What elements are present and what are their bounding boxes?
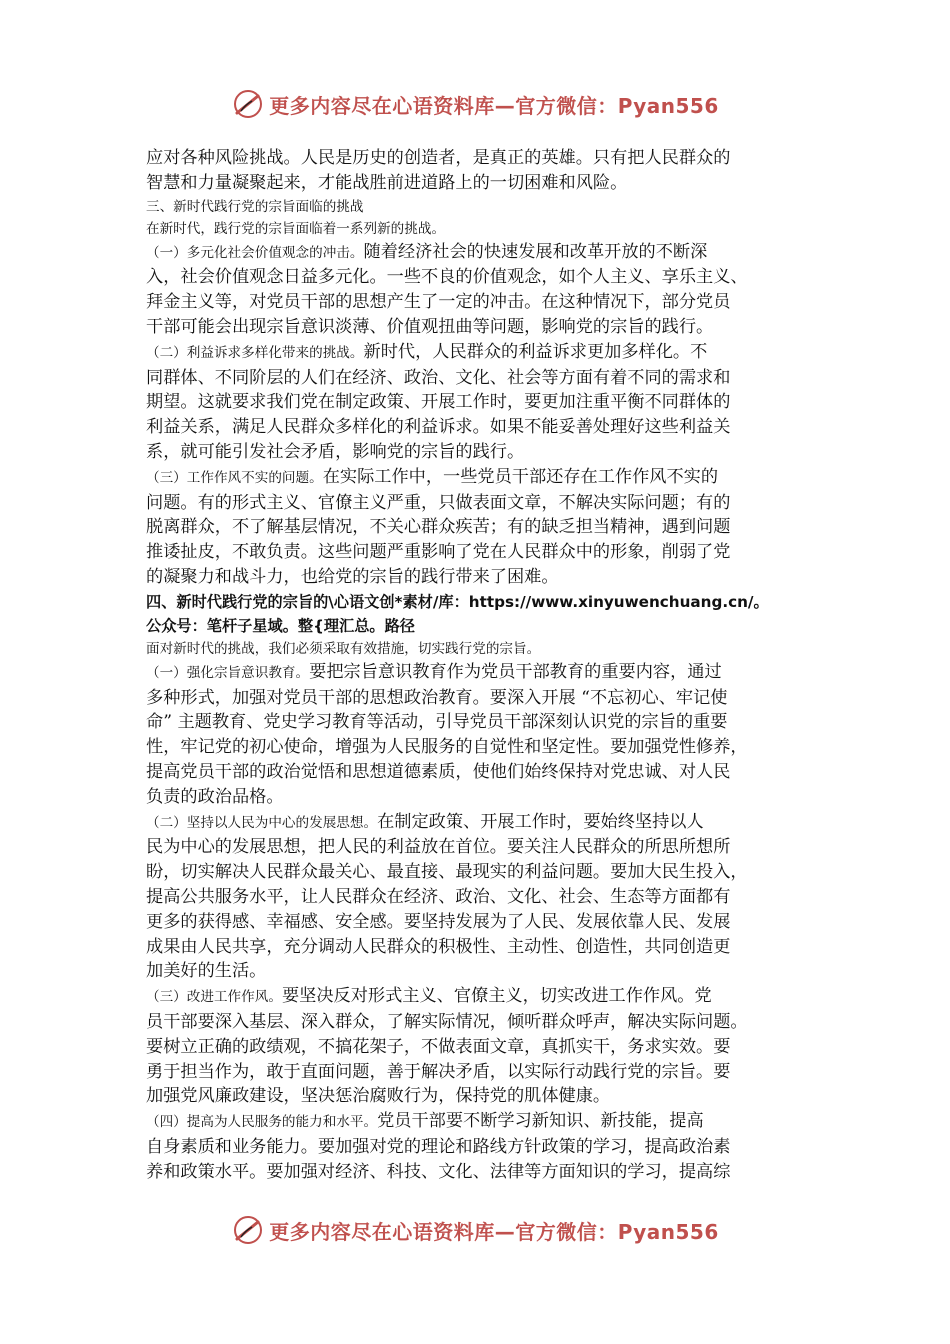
line-text: 加美好的生活。 — [146, 961, 267, 982]
text-line — [146, 146, 810, 171]
text-line — [146, 218, 810, 240]
line-text: 在实际工作中，一些党员干部还存在工作作风不实的 — [322, 466, 719, 487]
line-text: 智慧和力量凝聚起来，才能战胜前进道路上的一切困难和风险。 — [146, 172, 628, 193]
line-text: 推诿扯皮，不敢负责。这些问题严重影响了党在人民群众中的形象，削弱了党 — [146, 542, 731, 563]
text-line — [146, 171, 810, 196]
text-line — [146, 540, 810, 565]
text-line — [146, 710, 810, 735]
text-line — [146, 860, 810, 885]
text-line — [146, 935, 810, 960]
text-line — [146, 1084, 810, 1109]
subsection-heading: （二）坚持以人民为中心的发展思想。 — [146, 814, 378, 831]
document-body — [146, 146, 810, 1184]
text-line — [146, 885, 810, 910]
text-line — [146, 686, 810, 711]
text-line — [146, 265, 810, 290]
subsection-heading: （二）利益诉求多样化带来的挑战。 — [146, 344, 364, 361]
line-text: 四、新时代践行党的宗旨的\心语文创*素材/库：https://www.xinyuwenchuang.cn/。 — [146, 592, 769, 611]
header-banner-text: 更多内容尽在心语资料库—官方微信：Pyan556 — [269, 93, 719, 118]
line-text: 面对新时代的挑战，我们必须采取有效措施，切实践行党的宗旨。 — [146, 640, 541, 657]
line-text: 入，社会价值观念日益多元化。一些不良的价值观念，如个人主义、享乐主义、 — [146, 267, 748, 288]
line-text: 党员干部要不断学习新知识、新技能，提高 — [377, 1111, 704, 1132]
brush-logo-icon — [231, 1213, 265, 1247]
text-line — [146, 760, 810, 785]
text-line — [146, 240, 810, 266]
text-line — [146, 390, 810, 415]
subsection-heading: （四）提高为人民服务的能力和水平。 — [146, 1114, 378, 1131]
line-text: 在制定政策、开展工作时，要始终坚持以人 — [377, 811, 704, 832]
line-text: 提高党员干部的政治觉悟和思想道德素质，使他们始终保持对党忠诚、对人民 — [146, 761, 731, 782]
line-text: 命” 主题教育、党史学习教育等活动，引导党员干部深刻认识党的宗旨的重要 — [146, 712, 728, 733]
subsection-heading: （三）改进工作作风。 — [146, 989, 282, 1006]
line-text: 负责的政治品格。 — [146, 786, 284, 807]
text-line — [146, 810, 810, 836]
subsection-heading: （三）工作作风不实的问题。 — [146, 469, 323, 486]
text-line — [146, 614, 810, 638]
footer-banner — [0, 1210, 950, 1250]
brush-logo-icon — [231, 87, 265, 121]
line-text: 系，就可能引发社会矛盾，影响党的宗旨的践行。 — [146, 441, 525, 462]
line-text: 拜金主义等，对党员干部的思想产生了一定的冲击。在这种情况下，部分党员 — [146, 292, 731, 313]
subsection-heading: （一）强化宗旨意识教育。 — [146, 664, 310, 681]
line-text: 自身素质和业务能力。要加强对党的理论和路线方针政策的学习，提高政治素 — [146, 1136, 731, 1157]
text-line — [146, 735, 810, 760]
line-text: 在新时代，践行党的宗旨面临着一系列新的挑战。 — [146, 220, 446, 237]
text-line — [146, 565, 810, 590]
line-text: 随着经济社会的快速发展和改革开放的不断深 — [363, 241, 708, 262]
line-text: 干部可能会出现宗旨意识淡薄、价值观扭曲等问题，影响党的宗旨的践行。 — [146, 316, 714, 337]
text-line — [146, 465, 810, 491]
text-line — [146, 590, 810, 614]
line-text: 问题。有的形式主义、官僚主义严重，只做表面文章，不解决实际问题；有的 — [146, 492, 731, 513]
text-line — [146, 491, 810, 516]
text-line — [146, 835, 810, 860]
line-text: 同群体、不同阶层的人们在经济、政治、文化、社会等方面有着不同的需求和 — [146, 367, 731, 388]
line-text: 要坚决反对形式主义、官僚主义，切实改进工作作风。党 — [281, 986, 712, 1007]
text-line — [146, 415, 810, 440]
text-line — [146, 440, 810, 465]
text-line — [146, 1135, 810, 1160]
header-banner — [0, 84, 950, 124]
text-line — [146, 1109, 810, 1135]
line-text: 员干部要深入基层、深入群众，了解实际情况，倾听群众呼声，解决实际问题。 — [146, 1011, 748, 1032]
line-text: 勇于担当作为，敢于直面问题，善于解决矛盾，以实际行动践行党的宗旨。要 — [146, 1061, 731, 1082]
line-text: 加强党风廉政建设，坚决惩治腐败行为，保持党的肌体健康。 — [146, 1086, 611, 1107]
text-line — [146, 196, 810, 218]
line-text: 提高公共服务水平，让人民群众在经济、政治、文化、社会、生态等方面都有 — [146, 886, 731, 907]
line-text: 要树立正确的政绩观，不搞花架子，不做表面文章，真抓实干，务求实效。要 — [146, 1036, 731, 1057]
line-text: 成果由人民共享，充分调动人民群众的积极性、主动性、创造性，共同创造更 — [146, 936, 731, 957]
line-text: 盼，切实解决人民群众最关心、最直接、最现实的利益问题。要加大民生投入， — [146, 862, 748, 883]
line-text: 应对各种风险挑战。人民是历史的创造者，是真正的英雄。只有把人民群众的 — [146, 148, 731, 168]
line-text: 更多的获得感、幸福感、安全感。要坚持发展为了人民、发展依靠人民、发展 — [146, 911, 731, 932]
text-line — [146, 315, 810, 340]
text-line — [146, 515, 810, 540]
text-line — [146, 910, 810, 935]
line-text: 利益关系，满足人民群众多样化的利益诉求。如果不能妥善处理好这些利益关 — [146, 417, 731, 438]
subsection-heading: （一）多元化社会价值观念的冲击。 — [146, 244, 364, 261]
text-line — [146, 1160, 810, 1185]
text-line — [146, 959, 810, 984]
line-text: 民为中心的发展思想，把人民的利益放在首位。要关注人民群众的所思所想所 — [146, 837, 731, 858]
line-text: 养和政策水平。要加强对经济、科技、文化、法律等方面知识的学习，提高综 — [146, 1161, 731, 1182]
text-line — [146, 984, 810, 1010]
text-line — [146, 1060, 810, 1085]
text-line — [146, 660, 810, 686]
line-text: 公众号：笔杆子星域。整{理汇总。路径 — [146, 616, 415, 635]
line-text: 新时代，人民群众的利益诉求更加多样化。不 — [363, 341, 708, 362]
line-text: 要把宗旨意识教育作为党员干部教育的重要内容，通过 — [309, 661, 722, 682]
line-text: 三、新时代践行党的宗旨面临的挑战 — [146, 198, 364, 215]
text-line — [146, 1035, 810, 1060]
text-line — [146, 366, 810, 391]
line-text: 的凝聚力和战斗力，也给党的宗旨的践行带来了困难。 — [146, 566, 559, 587]
line-text: 多种形式，加强对党员干部的思想政治教育。要深入开展 “不忘初心、牢记使 — [146, 687, 728, 708]
line-text: 脱离群众，不了解基层情况，不关心群众疾苦；有的缺乏担当精神，遇到问题 — [146, 517, 731, 538]
text-line — [146, 340, 810, 366]
footer-banner-text: 更多内容尽在心语资料库—官方微信：Pyan556 — [269, 1219, 719, 1244]
text-line — [146, 638, 810, 660]
text-line — [146, 785, 810, 810]
text-line — [146, 1010, 810, 1035]
line-text: 性，牢记党的初心使命，增强为人民服务的自觉性和坚定性。要加强党性修养， — [146, 737, 748, 758]
line-text: 期望。这就要求我们党在制定政策、开展工作时，要更加注重平衡不同群体的 — [146, 392, 731, 413]
text-line — [146, 290, 810, 315]
